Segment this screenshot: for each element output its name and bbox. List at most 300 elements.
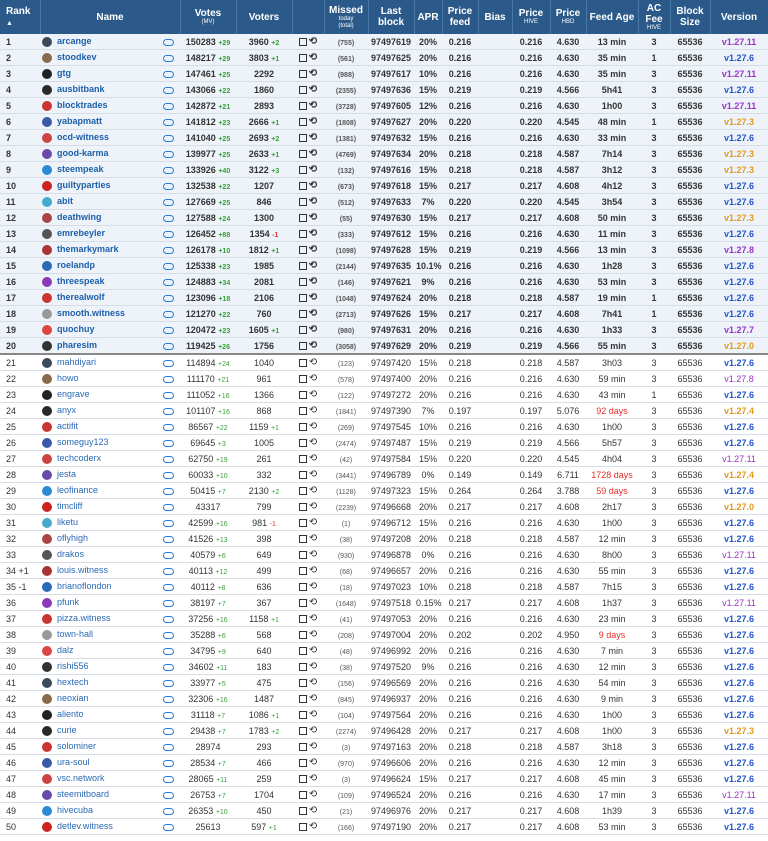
- account-cell[interactable]: [40, 723, 156, 739]
- actions-cell[interactable]: [292, 338, 324, 355]
- link-icon[interactable]: [163, 584, 174, 591]
- block-log-icon[interactable]: [299, 711, 307, 719]
- last-block-value[interactable]: 97497190: [370, 821, 412, 832]
- actions-cell[interactable]: [292, 563, 324, 579]
- last-block-cell[interactable]: [368, 627, 414, 643]
- history-icon[interactable]: ⟲: [308, 180, 318, 191]
- link-cell[interactable]: [156, 819, 180, 835]
- account-cell[interactable]: [40, 130, 156, 146]
- account-link[interactable]: curie: [57, 725, 77, 736]
- block-log-icon[interactable]: [299, 631, 307, 639]
- link-icon[interactable]: [163, 696, 174, 703]
- history-icon[interactable]: ⟲: [308, 741, 318, 752]
- link-cell[interactable]: [156, 435, 180, 451]
- last-block-cell[interactable]: [368, 563, 414, 579]
- last-block-value[interactable]: 97497323: [370, 485, 412, 496]
- last-block-value[interactable]: 97497631: [370, 324, 412, 335]
- last-block-cell[interactable]: [368, 178, 414, 194]
- actions-cell[interactable]: [292, 258, 324, 274]
- block-log-icon[interactable]: [299, 326, 307, 334]
- last-block-value[interactable]: 97497023: [370, 581, 412, 592]
- account-cell[interactable]: [40, 771, 156, 787]
- last-block-value[interactable]: 97497629: [370, 340, 412, 351]
- last-block-value[interactable]: 97497616: [370, 164, 412, 175]
- actions-cell[interactable]: [292, 322, 324, 338]
- account-link[interactable]: themarkymark: [57, 244, 119, 255]
- account-link[interactable]: howo: [57, 373, 79, 384]
- block-log-icon[interactable]: [299, 743, 307, 751]
- account-link[interactable]: oflyhigh: [57, 533, 89, 544]
- last-block-cell[interactable]: [368, 723, 414, 739]
- col-price-hbd[interactable]: [550, 0, 586, 34]
- last-block-value[interactable]: 97497272: [370, 389, 412, 400]
- last-block-cell[interactable]: [368, 371, 414, 387]
- last-block-cell[interactable]: [368, 771, 414, 787]
- link-cell[interactable]: [156, 226, 180, 242]
- account-link[interactable]: threespeak: [57, 276, 105, 287]
- actions-cell[interactable]: [292, 499, 324, 515]
- history-icon[interactable]: ⟲: [308, 549, 318, 560]
- link-cell[interactable]: [156, 387, 180, 403]
- last-block-value[interactable]: 97497635: [370, 260, 412, 271]
- account-cell[interactable]: [40, 483, 156, 499]
- account-cell[interactable]: [40, 691, 156, 707]
- last-block-cell[interactable]: [368, 98, 414, 114]
- history-icon[interactable]: ⟲: [308, 453, 318, 464]
- actions-cell[interactable]: [292, 595, 324, 611]
- account-link[interactable]: pizza.witness: [57, 613, 111, 624]
- link-cell[interactable]: [156, 306, 180, 322]
- actions-cell[interactable]: [292, 419, 324, 435]
- block-log-icon[interactable]: [299, 262, 307, 270]
- account-cell[interactable]: [40, 210, 156, 226]
- account-link[interactable]: leofinance: [57, 485, 99, 496]
- last-block-cell[interactable]: [368, 611, 414, 627]
- link-icon[interactable]: [163, 167, 174, 174]
- block-log-icon[interactable]: [299, 230, 307, 238]
- link-icon[interactable]: [163, 295, 174, 302]
- actions-cell[interactable]: [292, 178, 324, 194]
- history-icon[interactable]: ⟲: [308, 373, 318, 384]
- account-link[interactable]: jesta: [57, 469, 77, 480]
- actions-cell[interactable]: [292, 739, 324, 755]
- block-log-icon[interactable]: [299, 551, 307, 559]
- link-icon[interactable]: [163, 792, 174, 799]
- history-icon[interactable]: ⟲: [308, 164, 318, 175]
- link-cell[interactable]: [156, 707, 180, 723]
- link-icon[interactable]: [163, 760, 174, 767]
- account-cell[interactable]: [40, 707, 156, 723]
- actions-cell[interactable]: [292, 579, 324, 595]
- block-log-icon[interactable]: [299, 423, 307, 431]
- actions-cell[interactable]: [292, 643, 324, 659]
- block-log-icon[interactable]: [299, 375, 307, 383]
- link-icon[interactable]: [163, 279, 174, 286]
- account-link[interactable]: ocd-witness: [57, 132, 110, 143]
- last-block-value[interactable]: 97496976: [370, 805, 412, 816]
- history-icon[interactable]: ⟲: [308, 645, 318, 656]
- actions-cell[interactable]: [292, 755, 324, 771]
- last-block-value[interactable]: 97497163: [370, 741, 412, 752]
- account-cell[interactable]: [40, 451, 156, 467]
- account-cell[interactable]: [40, 387, 156, 403]
- link-icon[interactable]: [163, 472, 174, 479]
- actions-cell[interactable]: [292, 274, 324, 290]
- last-block-value[interactable]: 97497621: [370, 276, 412, 287]
- link-cell[interactable]: [156, 50, 180, 66]
- actions-cell[interactable]: [292, 354, 324, 371]
- last-block-value[interactable]: 97497605: [370, 100, 412, 111]
- link-icon[interactable]: [163, 103, 174, 110]
- block-log-icon[interactable]: [299, 823, 307, 831]
- account-cell[interactable]: [40, 403, 156, 419]
- actions-cell[interactable]: [292, 34, 324, 50]
- account-link[interactable]: timcliff: [57, 501, 83, 512]
- actions-cell[interactable]: [292, 306, 324, 322]
- link-icon[interactable]: [163, 776, 174, 783]
- block-log-icon[interactable]: [299, 647, 307, 655]
- last-block-value[interactable]: 97496789: [370, 469, 412, 480]
- history-icon[interactable]: ⟲: [308, 709, 318, 720]
- history-icon[interactable]: ⟲: [308, 629, 318, 640]
- link-icon[interactable]: [163, 488, 174, 495]
- history-icon[interactable]: ⟲: [308, 565, 318, 576]
- last-block-value[interactable]: 97497624: [370, 292, 412, 303]
- account-cell[interactable]: [40, 419, 156, 435]
- actions-cell[interactable]: [292, 531, 324, 547]
- link-icon[interactable]: [163, 552, 174, 559]
- last-block-cell[interactable]: [368, 290, 414, 306]
- block-log-icon[interactable]: [299, 38, 307, 46]
- history-icon[interactable]: ⟲: [308, 677, 318, 688]
- last-block-value[interactable]: 97496668: [370, 501, 412, 512]
- last-block-cell[interactable]: [368, 691, 414, 707]
- last-block-cell[interactable]: [368, 242, 414, 258]
- link-cell[interactable]: [156, 739, 180, 755]
- account-link[interactable]: gtg: [57, 68, 71, 79]
- account-cell[interactable]: [40, 258, 156, 274]
- account-link[interactable]: actifit: [57, 421, 79, 432]
- last-block-cell[interactable]: [368, 82, 414, 98]
- link-cell[interactable]: [156, 130, 180, 146]
- last-block-cell[interactable]: [368, 739, 414, 755]
- block-log-icon[interactable]: [299, 519, 307, 527]
- account-cell[interactable]: [40, 435, 156, 451]
- link-cell[interactable]: [156, 98, 180, 114]
- account-cell[interactable]: [40, 178, 156, 194]
- account-cell[interactable]: [40, 627, 156, 643]
- account-cell[interactable]: [40, 50, 156, 66]
- last-block-cell[interactable]: [368, 579, 414, 595]
- last-block-value[interactable]: 97497420: [370, 357, 412, 368]
- actions-cell[interactable]: [292, 547, 324, 563]
- account-cell[interactable]: [40, 146, 156, 162]
- link-icon[interactable]: [163, 744, 174, 751]
- account-cell[interactable]: [40, 274, 156, 290]
- account-link[interactable]: pfunk: [57, 597, 80, 608]
- last-block-cell[interactable]: [368, 675, 414, 691]
- account-link[interactable]: techcoderx: [57, 453, 102, 464]
- account-link[interactable]: hextech: [57, 677, 89, 688]
- account-cell[interactable]: [40, 563, 156, 579]
- account-cell[interactable]: [40, 739, 156, 755]
- last-block-value[interactable]: 97497545: [370, 421, 412, 432]
- link-icon[interactable]: [163, 343, 174, 350]
- block-log-icon[interactable]: [299, 118, 307, 126]
- actions-cell[interactable]: [292, 403, 324, 419]
- block-log-icon[interactable]: [299, 807, 307, 815]
- link-cell[interactable]: [156, 178, 180, 194]
- link-icon[interactable]: [163, 808, 174, 815]
- link-icon[interactable]: [163, 712, 174, 719]
- link-icon[interactable]: [163, 55, 174, 62]
- link-cell[interactable]: [156, 771, 180, 787]
- link-icon[interactable]: [163, 664, 174, 671]
- history-icon[interactable]: ⟲: [308, 805, 318, 816]
- account-cell[interactable]: [40, 306, 156, 322]
- link-cell[interactable]: [156, 338, 180, 355]
- history-icon[interactable]: ⟲: [308, 260, 318, 271]
- block-log-icon[interactable]: [299, 134, 307, 142]
- history-icon[interactable]: ⟲: [308, 244, 318, 255]
- block-log-icon[interactable]: [299, 278, 307, 286]
- block-log-icon[interactable]: [299, 599, 307, 607]
- last-block-value[interactable]: 97497626: [370, 308, 412, 319]
- last-block-value[interactable]: 97496428: [370, 725, 412, 736]
- history-icon[interactable]: ⟲: [308, 757, 318, 768]
- col-version[interactable]: [710, 0, 768, 34]
- account-cell[interactable]: [40, 755, 156, 771]
- history-icon[interactable]: ⟲: [308, 501, 318, 512]
- link-cell[interactable]: [156, 194, 180, 210]
- link-cell[interactable]: [156, 803, 180, 819]
- link-cell[interactable]: [156, 114, 180, 130]
- history-icon[interactable]: ⟲: [308, 36, 318, 47]
- last-block-value[interactable]: 97496878: [370, 549, 412, 560]
- last-block-cell[interactable]: [368, 130, 414, 146]
- link-icon[interactable]: [163, 632, 174, 639]
- account-cell[interactable]: [40, 82, 156, 98]
- block-log-icon[interactable]: [299, 214, 307, 222]
- col-votes[interactable]: [180, 0, 236, 34]
- link-icon[interactable]: [163, 135, 174, 142]
- link-cell[interactable]: [156, 274, 180, 290]
- block-log-icon[interactable]: [299, 310, 307, 318]
- link-icon[interactable]: [163, 247, 174, 254]
- block-log-icon[interactable]: [299, 342, 307, 350]
- link-cell[interactable]: [156, 403, 180, 419]
- col-missed[interactable]: [324, 0, 368, 34]
- history-icon[interactable]: ⟲: [308, 405, 318, 416]
- account-link[interactable]: detlev.witness: [57, 821, 113, 832]
- last-block-cell[interactable]: [368, 114, 414, 130]
- account-link[interactable]: hivecuba: [57, 805, 94, 816]
- last-block-cell[interactable]: [368, 34, 414, 50]
- last-block-cell[interactable]: [368, 467, 414, 483]
- account-cell[interactable]: [40, 322, 156, 338]
- last-block-value[interactable]: 97497487: [370, 437, 412, 448]
- link-cell[interactable]: [156, 210, 180, 226]
- block-log-icon[interactable]: [299, 54, 307, 62]
- last-block-cell[interactable]: [368, 387, 414, 403]
- block-log-icon[interactable]: [299, 679, 307, 687]
- account-link[interactable]: abit: [57, 196, 74, 207]
- actions-cell[interactable]: [292, 611, 324, 627]
- link-cell[interactable]: [156, 563, 180, 579]
- link-icon[interactable]: [163, 440, 174, 447]
- actions-cell[interactable]: [292, 387, 324, 403]
- history-icon[interactable]: ⟲: [308, 116, 318, 127]
- account-cell[interactable]: [40, 515, 156, 531]
- block-log-icon[interactable]: [299, 70, 307, 78]
- account-cell[interactable]: [40, 803, 156, 819]
- actions-cell[interactable]: [292, 659, 324, 675]
- account-cell[interactable]: [40, 354, 156, 371]
- col-voters[interactable]: [236, 0, 292, 34]
- block-log-icon[interactable]: [299, 471, 307, 479]
- account-link[interactable]: aliento: [57, 709, 84, 720]
- history-icon[interactable]: ⟲: [308, 437, 318, 448]
- history-icon[interactable]: ⟲: [308, 469, 318, 480]
- actions-cell[interactable]: [292, 290, 324, 306]
- link-icon[interactable]: [163, 215, 174, 222]
- history-icon[interactable]: ⟲: [308, 324, 318, 335]
- col-feed-age[interactable]: [586, 0, 638, 34]
- link-icon[interactable]: [163, 520, 174, 527]
- account-cell[interactable]: [40, 467, 156, 483]
- account-link[interactable]: town-hall: [57, 629, 94, 640]
- link-icon[interactable]: [163, 311, 174, 318]
- actions-cell[interactable]: [292, 627, 324, 643]
- col-bias[interactable]: [478, 0, 512, 34]
- block-log-icon[interactable]: [299, 727, 307, 735]
- account-link[interactable]: solominer: [57, 741, 97, 752]
- link-cell[interactable]: [156, 451, 180, 467]
- last-block-value[interactable]: 97497400: [370, 373, 412, 384]
- actions-cell[interactable]: [292, 707, 324, 723]
- account-link[interactable]: drakos: [57, 549, 85, 560]
- last-block-value[interactable]: 97497617: [370, 68, 412, 79]
- link-cell[interactable]: [156, 371, 180, 387]
- last-block-cell[interactable]: [368, 322, 414, 338]
- account-link[interactable]: brianoflondon: [57, 581, 112, 592]
- account-link[interactable]: arcange: [57, 36, 92, 47]
- account-link[interactable]: steemitboard: [57, 789, 110, 800]
- last-block-value[interactable]: 97496712: [370, 517, 412, 528]
- link-cell[interactable]: [156, 258, 180, 274]
- history-icon[interactable]: ⟲: [308, 725, 318, 736]
- account-link[interactable]: smooth.witness: [57, 308, 126, 319]
- last-block-cell[interactable]: [368, 258, 414, 274]
- last-block-cell[interactable]: [368, 354, 414, 371]
- account-link[interactable]: yabapmatt: [57, 116, 103, 127]
- last-block-value[interactable]: 97497636: [370, 84, 412, 95]
- last-block-value[interactable]: 97497004: [370, 629, 412, 640]
- link-cell[interactable]: [156, 322, 180, 338]
- link-icon[interactable]: [163, 327, 174, 334]
- history-icon[interactable]: ⟲: [308, 597, 318, 608]
- link-icon[interactable]: [163, 456, 174, 463]
- block-log-icon[interactable]: [299, 663, 307, 671]
- block-log-icon[interactable]: [299, 775, 307, 783]
- block-log-icon[interactable]: [299, 791, 307, 799]
- history-icon[interactable]: ⟲: [308, 693, 318, 704]
- link-icon[interactable]: [163, 392, 174, 399]
- history-icon[interactable]: ⟲: [308, 773, 318, 784]
- link-icon[interactable]: [163, 71, 174, 78]
- last-block-cell[interactable]: [368, 274, 414, 290]
- account-cell[interactable]: [40, 643, 156, 659]
- block-log-icon[interactable]: [299, 583, 307, 591]
- account-link[interactable]: neoxian: [57, 693, 89, 704]
- actions-cell[interactable]: [292, 771, 324, 787]
- last-block-value[interactable]: 97497518: [370, 597, 412, 608]
- block-log-icon[interactable]: [299, 102, 307, 110]
- actions-cell[interactable]: [292, 146, 324, 162]
- last-block-cell[interactable]: [368, 819, 414, 835]
- history-icon[interactable]: ⟲: [308, 533, 318, 544]
- link-icon[interactable]: [163, 376, 174, 383]
- last-block-cell[interactable]: [368, 499, 414, 515]
- link-icon[interactable]: [163, 728, 174, 735]
- link-icon[interactable]: [163, 680, 174, 687]
- block-log-icon[interactable]: [299, 391, 307, 399]
- actions-cell[interactable]: [292, 50, 324, 66]
- last-block-cell[interactable]: [368, 403, 414, 419]
- link-cell[interactable]: [156, 547, 180, 563]
- account-link[interactable]: stoodkev: [57, 52, 97, 63]
- last-block-value[interactable]: 97496606: [370, 757, 412, 768]
- account-link[interactable]: rishi556: [57, 661, 89, 672]
- account-link[interactable]: emrebeyler: [57, 228, 106, 239]
- actions-cell[interactable]: [292, 162, 324, 178]
- block-log-icon[interactable]: [299, 359, 307, 367]
- link-icon[interactable]: [163, 824, 174, 831]
- link-icon[interactable]: [163, 360, 174, 367]
- link-cell[interactable]: [156, 643, 180, 659]
- link-icon[interactable]: [163, 231, 174, 238]
- account-cell[interactable]: [40, 675, 156, 691]
- account-cell[interactable]: [40, 611, 156, 627]
- history-icon[interactable]: ⟲: [308, 308, 318, 319]
- last-block-value[interactable]: 97497053: [370, 613, 412, 624]
- block-log-icon[interactable]: [299, 487, 307, 495]
- link-icon[interactable]: [163, 263, 174, 270]
- link-icon[interactable]: [163, 199, 174, 206]
- link-icon[interactable]: [163, 568, 174, 575]
- link-icon[interactable]: [163, 648, 174, 655]
- last-block-cell[interactable]: [368, 226, 414, 242]
- last-block-cell[interactable]: [368, 210, 414, 226]
- last-block-value[interactable]: 97496524: [370, 789, 412, 800]
- actions-cell[interactable]: [292, 66, 324, 82]
- history-icon[interactable]: ⟲: [308, 485, 318, 496]
- last-block-value[interactable]: 97497627: [370, 116, 412, 127]
- history-icon[interactable]: ⟲: [308, 821, 318, 832]
- block-log-icon[interactable]: [299, 166, 307, 174]
- actions-cell[interactable]: [292, 114, 324, 130]
- last-block-value[interactable]: 97497612: [370, 228, 412, 239]
- account-cell[interactable]: [40, 595, 156, 611]
- account-cell[interactable]: [40, 499, 156, 515]
- link-cell[interactable]: [156, 467, 180, 483]
- col-block-size[interactable]: [670, 0, 710, 34]
- history-icon[interactable]: ⟲: [308, 100, 318, 111]
- last-block-cell[interactable]: [368, 787, 414, 803]
- last-block-cell[interactable]: [368, 755, 414, 771]
- account-link[interactable]: louis.witness: [57, 565, 109, 576]
- block-log-icon[interactable]: [299, 455, 307, 463]
